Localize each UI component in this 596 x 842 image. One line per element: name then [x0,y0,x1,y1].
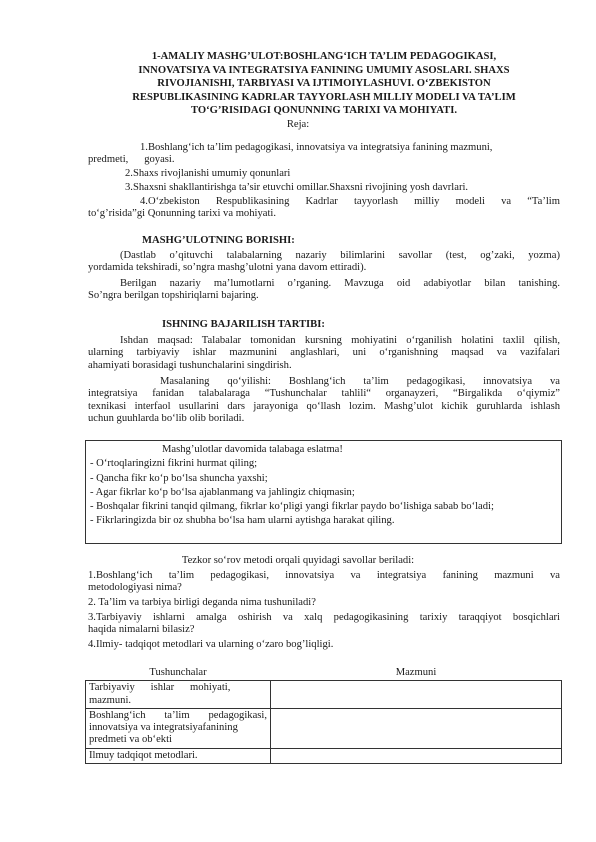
text-line: Ilmuy tadqiqot metodlari. [89,749,198,761]
question-4 [88,639,560,651]
text-line: texnikasi interfaol usullarini dars jarayoniga qo‘llash lozim. Mashg’ulot kichik guruhlarda ishlash [88,400,560,412]
text-line: metodologiyasi nima? [88,582,182,594]
text-line: Ishdan maqsad: Talabalar tomonidan kursning mohiyatini o‘rganilish holatini taxlil qilish, [120,335,560,346]
text-line: 3.Tarbiyaviy ishlarni amalga oshirish va xalq pedagogikasining tarixiy taraqqiyot bosqichlari [88,612,560,623]
text-line: mazmuni. [89,694,132,706]
borishi-paragraph-2 [88,278,560,303]
text-line: Masalaning qo‘yilishi: Boshlang‘ich ta’lim pedagogikasi, innovatsiya va [160,376,560,387]
tartibi-paragraph-1 [88,335,560,372]
table-row [86,708,562,748]
title-line: 1-AMALIY MASHG’ULOT:BOSHLANG‘ICH TA’LIM PEDAGOGIKASI, [151,51,497,62]
text-line: ahamiyati borasidagi tushunchalarini singdirish. [88,359,292,371]
concepts-table [85,666,562,764]
text-line: predmeti va ob‘ekti [89,734,172,746]
reminder-item: - Qancha fikr ko‘p bo‘lsa shuncha yaxshi; [90,472,268,484]
table-row [86,681,562,709]
reminder-item: - O‘rtoqlaringizni fikrini hurmat qiling; [90,458,258,470]
text-line: (Dastlab o’qituvchi talabalarning nazariy bilimlarini savollar (test, og’zaki, yozma) [120,250,560,261]
section-heading-borishi: MASHG’ULOTNING BORISHI: [142,235,295,246]
reminder-item: - Agar fikrlar ko‘p bo‘lsa ajablanmang va jahlingiz chiqmasin; [90,486,355,498]
text-line: Boshlang‘ich ta’lim pedagogikasi, [89,709,267,721]
reja-item-1 [88,142,560,167]
question-1 [88,570,560,595]
table-row [86,748,562,763]
concept-cell [86,681,271,709]
tartibi-paragraph-2 [88,376,560,425]
column-header-mazmuni: Mazmuni [271,666,562,681]
text-line: yordamida tekshiradi, so’ngra mashg’ulotni yana davom ettiradi). [88,262,367,274]
concept-cell [86,748,271,763]
column-header-tushunchalar: Tushunchalar [86,666,271,681]
reja-item-4 [88,196,560,221]
text-line: Berilgan nazariy ma’lumotlarni o’rganing. Mavzuga oid adabiyotlar bilan tanishing. [120,278,560,289]
reminder-box [85,440,562,544]
reja-item-2 [125,168,560,180]
title-line: TO‘G’RISIDAGI QONUNNING TARIXI VA MOHIYATI. [191,105,457,117]
text-line: Tarbiyaviy ishlar mohiyati, [89,682,231,694]
title-line: RESPUBLIKASINING KADRLAR TAYYORLASH MILLIY MODELI VA TA’LIM [132,91,516,103]
reminder-item: - Boshqalar fikrini tanqid qilmang, fikrlar ko‘pligi yangi fikrlar paydo bo‘lishiga sabab bo‘ladi; [90,501,494,513]
reminder-title: Mashg’ulotlar davomida talabaga eslatma! [162,444,343,455]
title-line: INNOVATSIYA VA INTEGRATSIYA FANINING UMUMIY ASOSLARI. SHAXS [138,64,510,76]
text-line: 2. Ta’lim va tarbiya birligi deganda nima tushuniladi? [88,597,316,608]
text-line: ularning tarbiyaviy ishlar mazmunini anglashlari, uni o‘rganishning maqsad va vazifalari [88,347,560,359]
content-cell[interactable] [271,708,562,748]
concept-cell [86,708,271,748]
text-line: 1.Boshlang‘ich ta’lim pedagogikasi, innovatsiya va integratsiya fanining mazmuni va [88,570,560,581]
reja-label: Reja: [286,119,310,130]
text-line: 1.Boshlang‘ich ta’lim pedagogikasi, innovatsiya va integratsiya fanining mazmuni, [140,142,493,153]
text-line: uchun guuhlarda bo‘lib olib boriladi. [88,412,245,424]
borishi-paragraph-1 [88,250,560,275]
text-line: 4.O‘zbekiston Respublikasining Kadrlar tayyorlash milliy modeli va “Ta’lim [140,196,560,207]
text-line: 2.Shaxs rivojlanishi umumiy qonunlari [125,168,291,179]
text-line: haqida nimalarni bilasiz? [88,624,195,636]
reminder-item: - Fikrlaringizda bir oz shubha bo‘lsa ham ularni aytishga harakat qiling. [90,515,395,527]
question-3 [88,612,560,637]
content-cell[interactable] [271,681,562,709]
question-2 [88,597,560,609]
text-line: 3.Shaxsni shakllantirishga ta’sir etuvchi omillar.Shaxsni rivojining yosh davrlari. [125,182,469,193]
content-cell[interactable] [271,748,562,763]
text-line: predmeti, goyasi. [88,154,175,166]
text-line: to‘g’risida”gi Qonunning tarixi va mohiyati. [88,208,277,220]
table-header-row [86,666,562,681]
reja-item-3 [125,182,560,194]
text-line: innovatsiya va integratsiyafanining [89,722,238,734]
section-heading-tartibi: ISHNING BAJARILISH TARTIBI: [162,319,325,330]
text-line: 4.Ilmiy- tadqiqot metodlari va ularning o‘zaro bog’liqligi. [88,639,334,650]
title-line: RIVOJIANISHI, TARBIYASI VA IJTIMOIYLASHUVI. O‘ZBEKISTON [157,78,491,90]
tezkor-intro: Tezkor so‘rov metodi orqali quyidagi savollar beriladi: [181,555,415,566]
text-line: integratsiya fanidan talabalaraga “Tushunchalar tahlili“ organayzeri, “Birgalikda o‘qiymiz” [88,388,560,400]
text-line: So’ngra berilgan topshiriqlarni bajaring. [88,290,259,302]
document-title [88,50,560,118]
